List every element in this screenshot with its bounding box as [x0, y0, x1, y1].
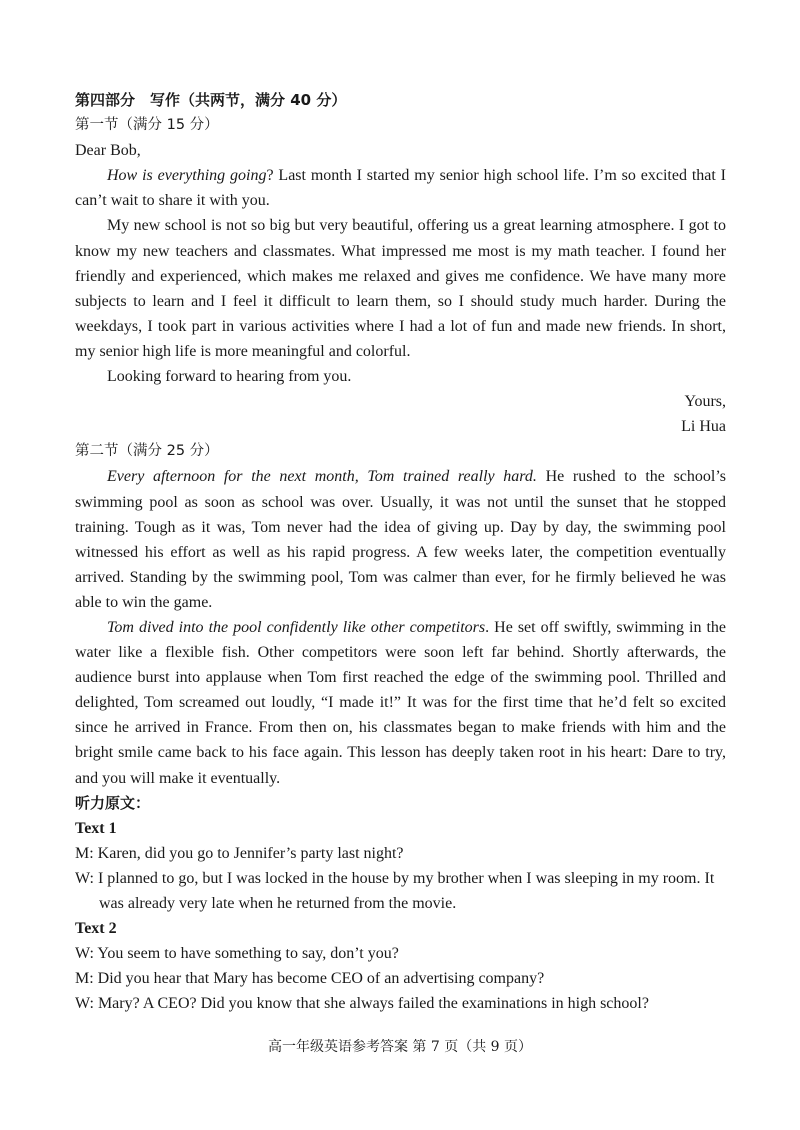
italic-opening: Tom dived into the pool confidently like other competitors: [107, 618, 486, 636]
text2-title: Text 2: [75, 920, 117, 938]
italic-opening: Every afternoon for the next month, Tom trained really hard.: [107, 468, 537, 486]
letter-paragraph-1: [75, 163, 726, 213]
page-footer: 高一年级英语参考答案 第 7 页（共 9 页）: [267, 1039, 533, 1055]
letter-salutation: Dear Bob,: [75, 142, 141, 160]
dialog-line: M: Karen, did you go to Jennifer’s party last night?: [75, 844, 404, 862]
dialog-line: M: Did you hear that Mary has become CEO of an advertising company?: [75, 970, 545, 988]
dialog-line: W: Mary? A CEO? Did you know that she always failed the examinations in high school?: [75, 995, 649, 1013]
page-content: [75, 88, 726, 1016]
italic-opening: How is everything going: [107, 167, 267, 185]
letter-closing: Yours,: [684, 393, 726, 411]
text1-title: Text 1: [75, 819, 117, 837]
paragraph-text: ? Last month I started my senior high school life. I’m so excited that I can’t wait to share it with you.: [75, 167, 726, 210]
dialog-line: W: I planned to go, but I was locked in the house by my brother when I was sleeping in my room. It was already very late when he returned from the movie.: [75, 869, 715, 912]
letter-signature: Li Hua: [681, 418, 726, 436]
paragraph-text: He rushed to the school’s swimming pool as soon as school was over. Usually, it was not until the sunset that he stopped training. Tough as it was, Tom never had the idea of giving up. Day by day, the swimming pool witnessed his effort as well as his rapid progress. A few weeks later, the competition eventually arrived. Standing by the swimming pool, Tom was calmer than ever, for he firmly believed he was able to win the game.: [75, 468, 727, 611]
listening-title: 听力原文：: [75, 793, 151, 812]
section-heading: 第四部分 写作（共两节，满分 40 分）: [75, 91, 347, 109]
story-paragraph-1: [75, 464, 726, 615]
letter-paragraph-3: Looking forward to hearing from you.: [107, 368, 352, 386]
part1-title: 第一节（满分 15 分）: [75, 117, 219, 134]
story-paragraph-2: [75, 615, 726, 791]
dialog-line: W: You seem to have something to say, don’t you?: [75, 945, 399, 963]
paragraph-text: . He set off swiftly, swimming in the water like a flexible fish. Other competitors were soon left far behind. Shortly afterwards, the audience burst into applause when Tom first reached the edge of the swimming pool. Thrilled and delighted, Tom screamed out loudly, “I made it!” It was for the first time that he’d felt so excited since he arrived in France. From then on, his classmates began to make friends with him and the bright smile came back to his face again. This lesson has deeply taken root in his heart: Dare to try, and you will make it eventually.: [75, 618, 727, 787]
part2-title: 第二节（满分 25 分）: [75, 443, 219, 460]
letter-paragraph-2: My new school is not so big but very beautiful, offering us a great learning atmosphere. I got to know my new teachers and classmates. What impressed me most is my math teacher. I found her friendly and experienced, which makes me relaxed and gives me confidence. We have many more subjects to learn and I feel it difficult to learn them, so I should study much harder. During the weekdays, I took part in various activities where I had a lot of fun and made new friends. In short, my senior high life is more meaningful and colorful.: [75, 217, 726, 360]
